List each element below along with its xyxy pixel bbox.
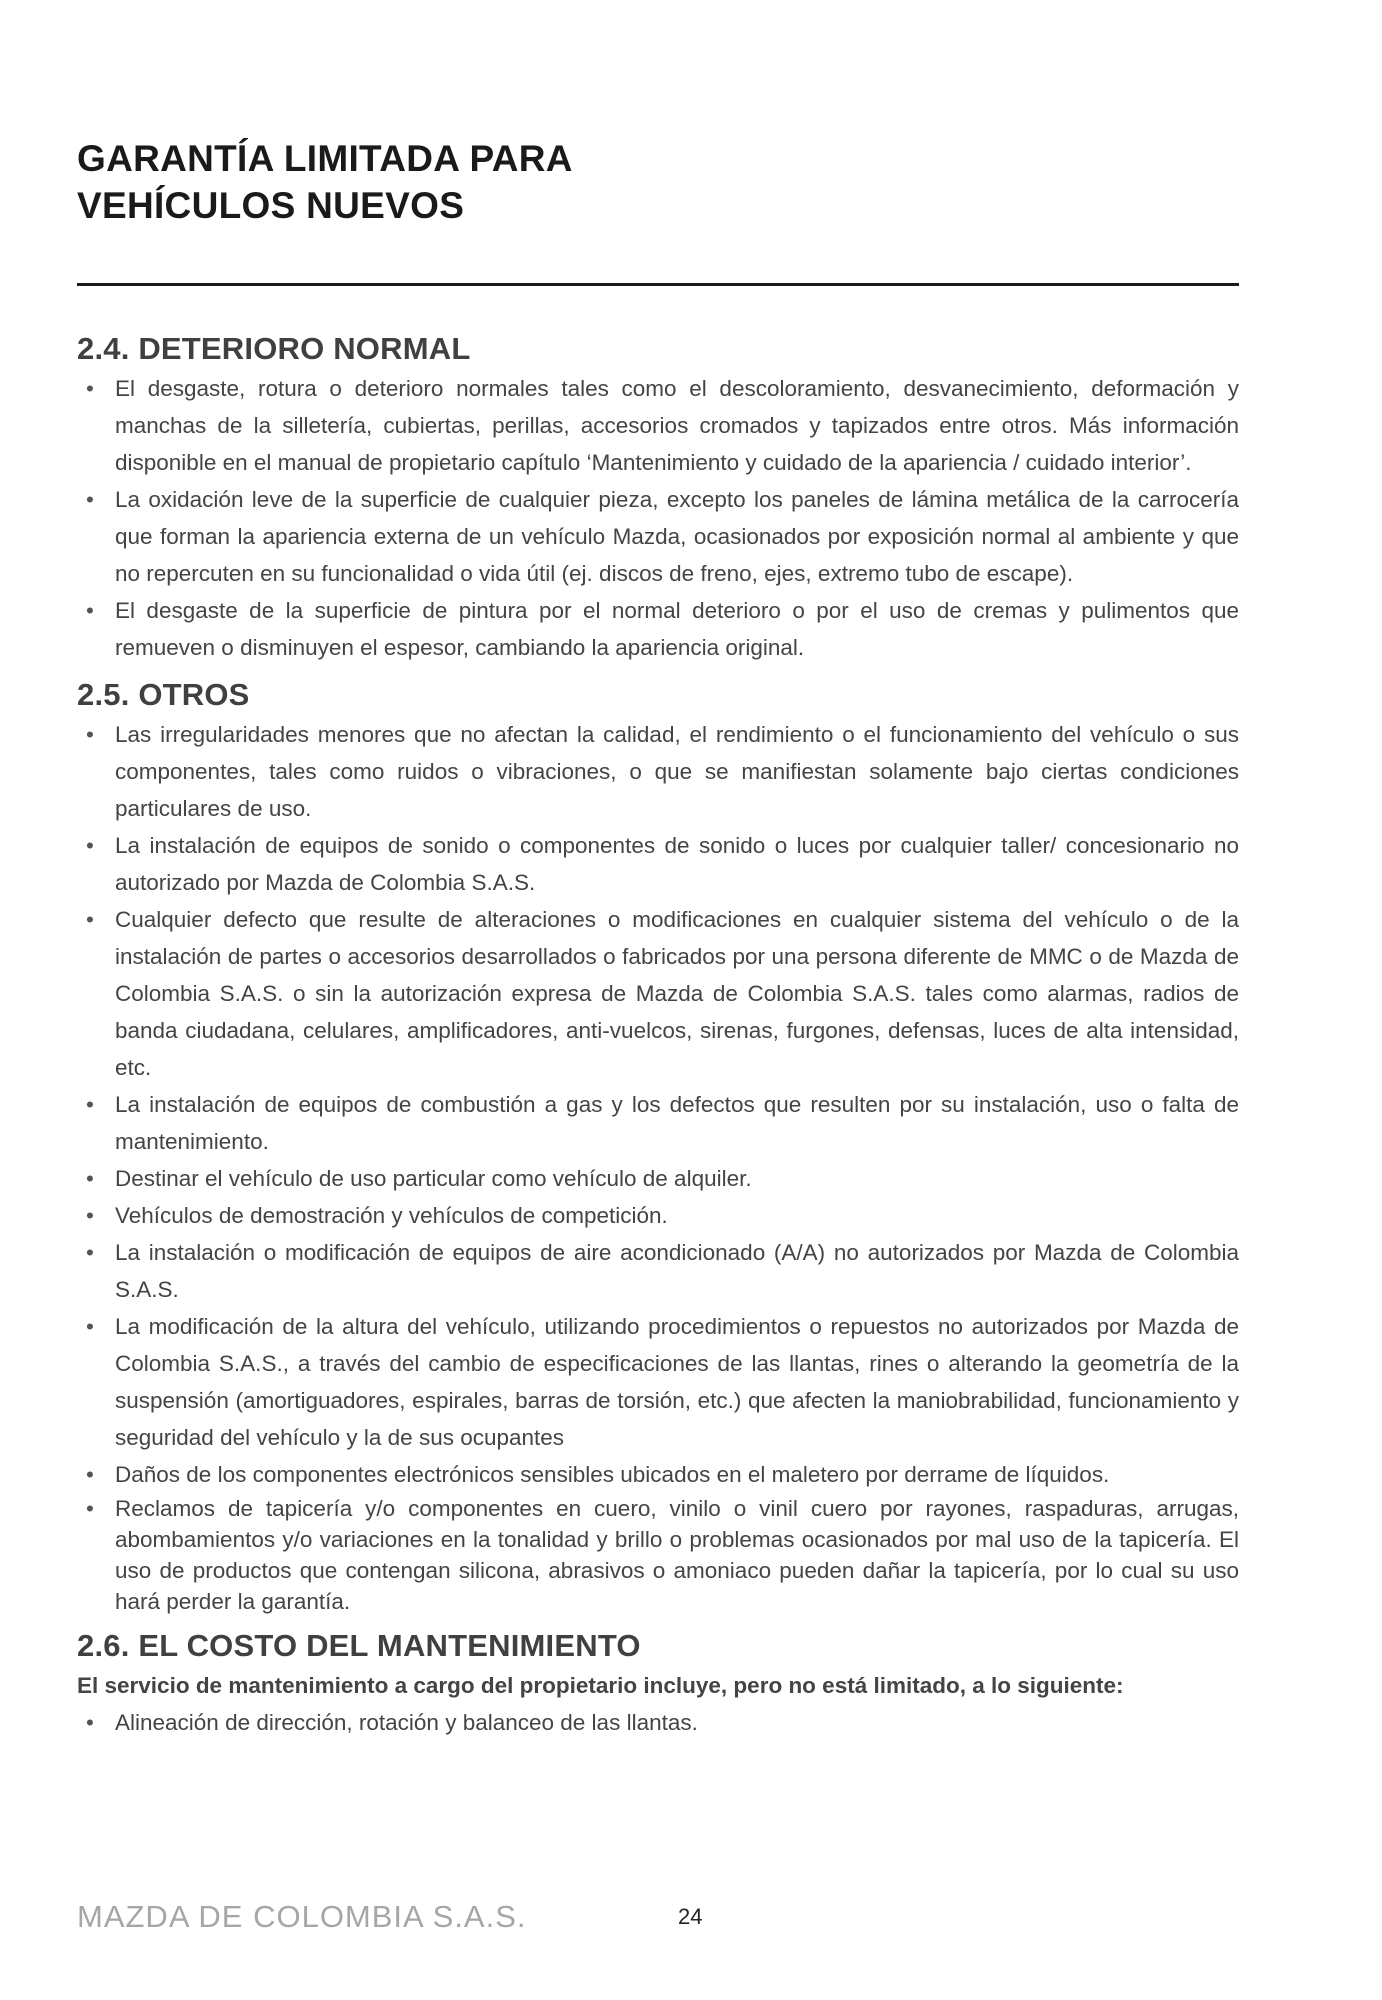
list-item	[77, 901, 1239, 1086]
list-item-text: La instalación o modificación de equipos de aire acondicionado (A/A) no autorizados por Mazda de Colombia S.A.S.	[115, 1240, 1239, 1302]
list-item-text: Destinar el vehículo de uso particular como vehículo de alquiler.	[115, 1166, 752, 1191]
list-item-text: El desgaste, rotura o deterioro normales tales como el descoloramiento, desvanecimiento, deformación y manchas de la silletería, cubiertas, perillas, accesorios cromados y tapizados entre otros. Más información disponible en el manual de propietario capítulo ‘Mantenimiento y cuidado de la apariencia / cuidado interior’.	[115, 376, 1239, 475]
list-item-text: Daños de los componentes electrónicos sensibles ubicados en el maletero por derrame de líquidos.	[115, 1462, 1110, 1487]
list-item-text: La instalación de equipos de sonido o componentes de sonido o luces por cualquier taller/ concesionario no autorizado por Mazda de Colombia S.A.S.	[115, 833, 1239, 895]
title-divider	[77, 283, 1239, 286]
list-item-text: Alineación de dirección, rotación y balanceo de las llantas.	[115, 1710, 698, 1735]
list-item	[77, 1704, 1239, 1741]
list-item-text: La modificación de la altura del vehículo, utilizando procedimientos o repuestos no autorizados por Mazda de Colombia S.A.S., a través del cambio de especificaciones de las llantas, rines o alterando la geometría de la suspensión (amortiguadores, espirales, barras de torsión, etc.) que afecten la maniobrabilidad, funcionamiento y seguridad del vehículo y la de sus ocupantes	[115, 1314, 1239, 1450]
bullet-icon: •	[86, 833, 94, 858]
section-heading-2-4: 2.4. DETERIORO NORMAL	[77, 331, 471, 366]
bullet-icon: •	[86, 487, 94, 512]
bullet-icon: •	[86, 722, 94, 747]
bullet-icon: •	[86, 598, 94, 623]
list-item	[77, 1308, 1239, 1456]
bullet-icon: •	[86, 376, 94, 401]
bullet-icon: •	[86, 1710, 94, 1735]
page-title-line-1: GARANTÍA LIMITADA PARA	[77, 138, 573, 179]
list-item-text: Las irregularidades menores que no afectan la calidad, el rendimiento o el funcionamiento del vehículo o sus componentes, tales como ruidos o vibraciones, o que se manifiestan solamente bajo ciertas condiciones particulares de uso.	[115, 722, 1239, 821]
bullet-icon: •	[86, 1203, 94, 1228]
list-item	[77, 716, 1239, 827]
section-2-6-list	[77, 1704, 1239, 1741]
list-item	[77, 1456, 1239, 1493]
bullet-icon: •	[86, 1092, 94, 1117]
page-title	[77, 135, 573, 229]
bullet-icon: •	[86, 1314, 94, 1339]
list-item	[77, 1160, 1239, 1197]
list-item-text: El desgaste de la superficie de pintura por el normal deterioro o por el uso de cremas y pulimentos que remueven o disminuyen el espesor, cambiando la apariencia original.	[115, 598, 1239, 660]
bullet-icon: •	[86, 1462, 94, 1487]
section-2-5-list-continued	[77, 1493, 1239, 1617]
list-item	[77, 1197, 1239, 1234]
list-item	[77, 827, 1239, 901]
page-number: 24	[678, 1904, 703, 1929]
list-item	[77, 1234, 1239, 1308]
section-heading-2-5: 2.5. OTROS	[77, 677, 250, 712]
list-item-text: Reclamos de tapicería y/o componentes en cuero, vinilo o vinil cuero por rayones, raspaduras, arrugas, abombamientos y/o variaciones en la tonalidad y brillo o problemas ocasionados por mal uso de la tapicería. El uso de productos que contengan silicona, abrasivos o amoniaco pueden dañar la tapicería, por lo cual su uso hará perder la garantía.	[115, 1496, 1239, 1614]
page-content	[77, 328, 1239, 1749]
bullet-icon: •	[86, 1496, 94, 1521]
list-item-text: La instalación de equipos de combustión a gas y los defectos que resulten por su instalación, uso o falta de mantenimiento.	[115, 1092, 1239, 1154]
page-title-line-2: VEHÍCULOS NUEVOS	[77, 185, 465, 226]
list-item	[77, 1493, 1239, 1617]
list-item	[77, 370, 1239, 481]
section-heading-2-6: 2.6. EL COSTO DEL MANTENIMIENTO	[77, 1628, 641, 1663]
list-item-text: La oxidación leve de la superficie de cualquier pieza, excepto los paneles de lámina metálica de la carrocería que forman la apariencia externa de un vehículo Mazda, ocasionados por exposición normal al ambiente y que no repercuten en su funcionalidad o vida útil (ej. discos de freno, ejes, extremo tubo de escape).	[115, 487, 1239, 586]
list-item	[77, 481, 1239, 592]
section-2-4-list	[77, 370, 1239, 666]
footer-company-name: MAZDA DE COLOMBIA S.A.S.	[77, 1899, 527, 1934]
bullet-icon: •	[86, 907, 94, 932]
section-2-6-intro: El servicio de mantenimiento a cargo del propietario incluye, pero no está limitado, a lo siguiente:	[77, 1673, 1124, 1698]
list-item-text: Vehículos de demostración y vehículos de competición.	[115, 1203, 668, 1228]
list-item-text: Cualquier defecto que resulte de alteraciones o modificaciones en cualquier sistema del vehículo o de la instalación de partes o accesorios desarrollados o fabricados por una persona diferente de MMC o de Mazda de Colombia S.A.S. o sin la autorización expresa de Mazda de Colombia S.A.S. tales como alarmas, radios de banda ciudadana, celulares, amplificadores, anti-vuelcos, sirenas, furgones, defensas, luces de alta intensidad, etc.	[115, 907, 1239, 1080]
list-item	[77, 1086, 1239, 1160]
section-2-5-list	[77, 716, 1239, 1493]
bullet-icon: •	[86, 1240, 94, 1265]
bullet-icon: •	[86, 1166, 94, 1191]
list-item	[77, 592, 1239, 666]
